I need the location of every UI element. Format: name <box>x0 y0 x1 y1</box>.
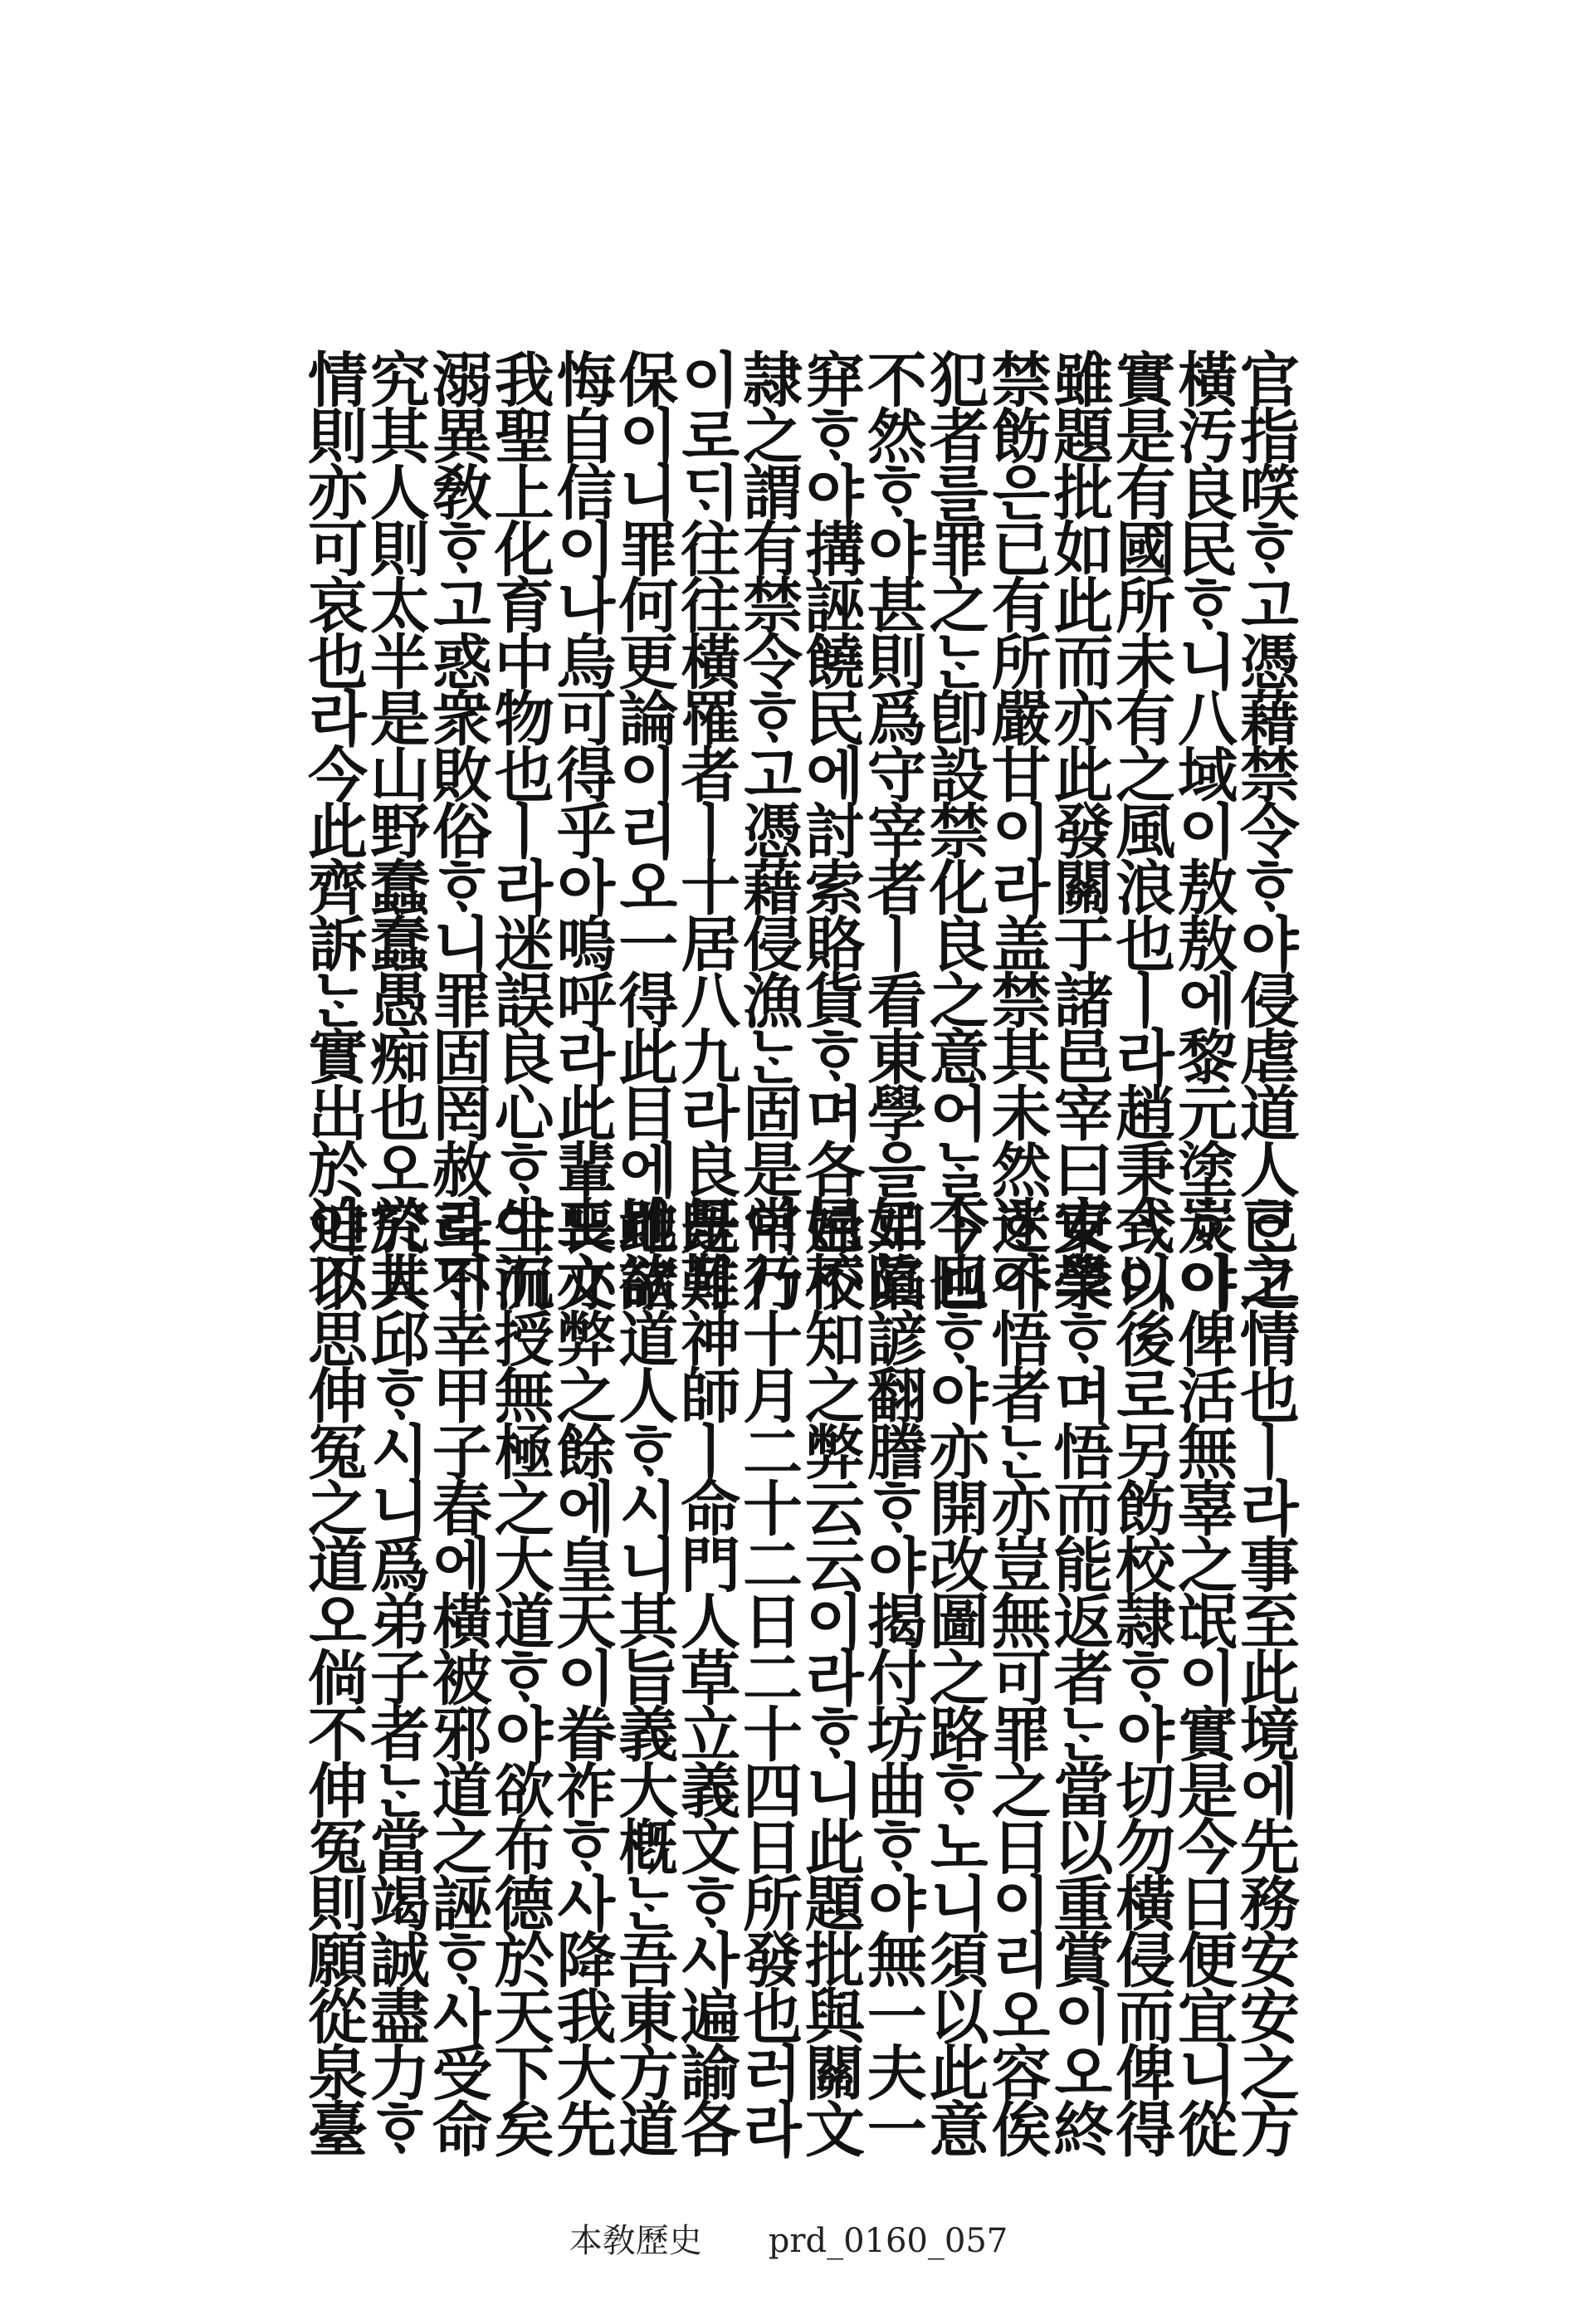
text-column: 야以思伸冤之道오倘不伸冤則願從泉臺 <box>298 1195 369 2155</box>
text-column: 이乃十月二十二日二十四日所發也러라 <box>733 1195 804 2155</box>
text-column: 不然ᄒᆞ야甚則爲守宰者ㅣ看東學을如陷 <box>857 349 928 1308</box>
text-column: 今以後로另飭校隷ᄒᆞ야切勿橫侵而俾得 <box>1106 1195 1177 2155</box>
text-column: 生而授無極之大道ᄒᆞ야欲布德於天下矣 <box>484 1195 555 2155</box>
text-column: 穽ᄒᆞ야搆誣饒民에討索賂貨ᄒᆞ며各邑校 <box>794 349 866 1308</box>
footer-page-id: prd_0160_057 <box>768 2222 1008 2260</box>
text-column: 雖題批如此而亦此發關于諸邑宰曰東學 <box>1043 349 1115 1308</box>
text-column: 實是有國所未有之風浪也ㅣ라趙秉式이 <box>1106 349 1177 1308</box>
text-column: 로眞諺翻謄ᄒᆞ야揭付坊曲ᄒᆞ야無一夫一 <box>857 1195 928 2155</box>
text-column: 婦不知之弊云云이라ᄒᆞ니此題批與關文 <box>794 1195 866 2155</box>
text-column: 是月神師ㅣ命門人草立義文ᄒᆞ사遍諭各 <box>671 1195 742 2155</box>
upper-text-block <box>298 349 1301 1308</box>
page-footer <box>0 2214 1577 2262</box>
text-column: 悔自信이나烏可得乎아嗚呼라此輩도亦 <box>546 349 618 1308</box>
text-column: 犯者를罪之ᄂᆞᆫ卽設禁化良之意어ᄂᆞᆯ今也 <box>919 349 990 1308</box>
text-column: 隷之謂有禁令ᄒᆞ고憑藉侵漁ᄂᆞᆫ固是常行 <box>733 349 804 1308</box>
text-column: 喪文弊之餘에皇天이眷祚ᄒᆞ사降我大先 <box>546 1195 618 2155</box>
text-column: 官指㗛ᄒᆞ고憑藉禁令ᄒᆞ야侵虐道人ᄒᆞ고 <box>1229 349 1301 1308</box>
text-column: 이로ᄃᆡ往往橫罹者ㅣ十居八九라良旣難 <box>671 349 742 1308</box>
text-column: 迷不悟者ᄂᆞᆫ亦豈無可罪之日이리오容俟 <box>981 1195 1052 2155</box>
text-column: 溺異敎ᄒᆞ고惑衆敗俗ᄒᆞ니罪固罔赦로ᄃᆡ <box>422 349 493 1308</box>
text-column: 我聖上化育中物也ㅣ라迷誤良心ᄒᆞ야沉 <box>484 349 555 1308</box>
text-column: 情則亦可哀也라今此齊訴ᄂᆞᆫ實出於迫不 <box>298 349 369 1308</box>
text-column: 安業ᄒᆞ며悟而能返者ᄂᆞᆫ當以重賞이오終 <box>1043 1195 1115 2155</box>
text-column: 禁飭은已有所嚴甘이라盖禁其未然ᄒᆞ야 <box>981 349 1052 1308</box>
text-column: 於大邱ᄒᆞ시니爲弟子者ᄂᆞᆫ當竭誠盡力ᄒᆞ <box>359 1195 431 2155</box>
footer-title: 本敎歷史 <box>569 2222 702 2260</box>
text-column: 保이니罪何更論이리오一得此目에雖欲 <box>608 349 680 1308</box>
text-column: 究其人則太半是山野蠢蠢愚痴也오究其 <box>359 349 431 1308</box>
text-column: 라不幸甲子春에橫被邪道之誣ᄒᆞ사受命 <box>422 1195 493 2155</box>
text-column: ᄒᆞ야俾活無辜之氓이實是今日便宜니從 <box>1168 1195 1239 2155</box>
text-column: 橫汚良民ᄒᆞ니八域이敖敖에黎元塗炭이 <box>1168 349 1239 1308</box>
text-column: 下回ᄒᆞ야亦開改圖之路ᄒᆞ노니須以此意 <box>919 1195 990 2155</box>
lower-text-block <box>298 1195 1301 2155</box>
text-column: 地諸道人ᄒᆞ시니其旨義大槪ᄂᆞᆫ吾東方道 <box>608 1195 680 2155</box>
text-column: 已之情也ㅣ라事至此境에先務安安之方 <box>1229 1195 1301 2155</box>
